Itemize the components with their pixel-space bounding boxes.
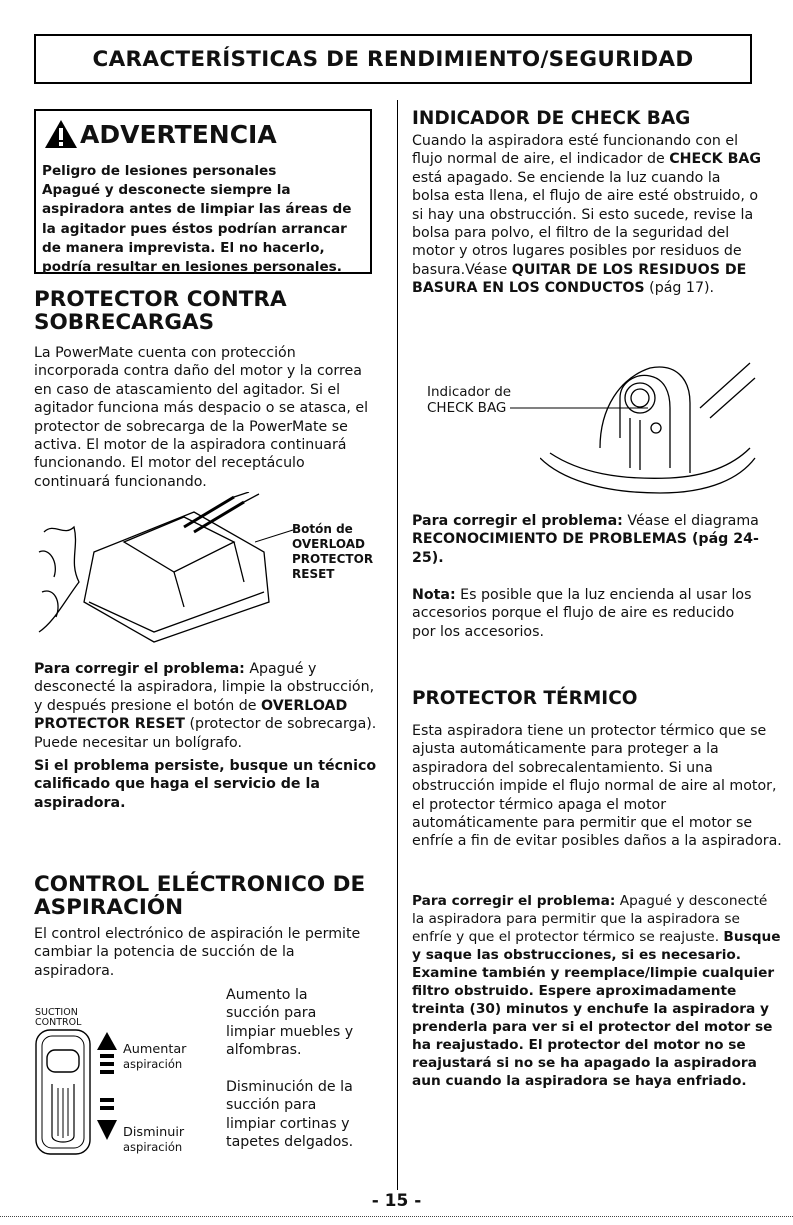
- checkbag-bold-2: QUITAR DE LOS RESIDUOS DE BASURA EN LOS CONDUCTOS: [412, 261, 747, 297]
- suction-body: El control electrónico de aspiración le permite cambiar la potencia de succión de la aspiradora.: [34, 926, 361, 979]
- decrease-desc-line: Disminución de la: [226, 1079, 353, 1095]
- overload-label-line: Botón de: [292, 522, 353, 536]
- decrease-desc-line: limpiar cortinas y: [226, 1115, 350, 1132]
- decrease-label-line: Disminuir: [123, 1125, 185, 1140]
- increase-label-line: aspiración: [123, 1057, 183, 1071]
- suction-control-icon: [34, 1028, 92, 1158]
- overload-figure-label: [292, 522, 373, 582]
- checkbag-heading: INDICADOR DE CHECK BAG: [412, 108, 691, 129]
- thermal-body: Esta aspiradora tiene un protector térmico que se ajusta automáticamente para proteger a la aspiradora del sobrecalentamiento. Si una obstrucción impide el flujo normal de aire al motor, el protector térmico apaga el motor automáticamente para permitir que el motor se enfríe a fin de evitar posibles daños a la aspiradora.: [412, 723, 782, 850]
- increase-desc-line: alfombras.: [226, 1042, 302, 1059]
- warning-body: Apagué y desconecte siempre la aspiradora antes de limpiar las áreas de la agitador pues éstos podrían arrancar de manera imprevista. El no hacerlo, podría resultar en lesiones personales.: [42, 182, 352, 276]
- checkbag-label-line: CHECK BAG: [427, 400, 507, 416]
- checkbag-fix-bold: RECONOCIMIENTO DE PROBLEMAS (pág 24-25).: [412, 531, 759, 566]
- overload-body: La PowerMate cuenta con protección incorporada contra daño del motor y la correa en caso de atascamiento del agitador. Si el agitador funciona más despacio o se atasca, el protector de sobrecarga de la PowerMate se activa. El motor de la aspiradora continuará funcionando. El motor del receptáculo continuará funcionando.: [34, 345, 369, 490]
- checkbag-fix: [412, 512, 762, 567]
- checkbag-text: Cuando la aspiradora esté funcionando con el flujo normal de aire, el indicador de: [412, 133, 739, 168]
- overload-fix-bold: OVERLOAD PROTECTOR RESET: [34, 697, 348, 733]
- warning-box: [34, 109, 372, 274]
- checkbag-label-line: Indicador de: [427, 384, 512, 400]
- checkbag-bold: CHECK BAG: [669, 151, 762, 168]
- overload-label-line: OVERLOAD: [292, 537, 365, 551]
- overload-section: [34, 288, 384, 491]
- checkbag-text-2: está apagado. Se enciende la luz cuando la bolsa esta llena, el flujo de aire esté obstruido, o si hay una obstrucción. Si esto sucede, revise la bolsa para polvo, el filtro de la seguridad del motor y otros lugares posibles por residuos de basura.Véase: [412, 169, 759, 278]
- checkbag-fix-lead: Para corregir el problema:: [412, 513, 623, 529]
- suction-control-label-line: CONTROL: [35, 1017, 82, 1028]
- checkbag-body: [412, 132, 762, 298]
- thermal-fix-text: Apagué y desconecté la aspiradora para permitir que la aspiradora se enfríe y que el protector térmico se reajuste.: [412, 893, 768, 945]
- overload-heading-2: SOBRECARGAS: [34, 310, 215, 335]
- checkbag-fix-text: Véase el diagrama: [622, 513, 759, 529]
- checkbag-leader-line: [510, 398, 650, 418]
- page-title: CARACTERÍSTICAS DE RENDIMIENTO/SEGURIDAD: [92, 46, 694, 72]
- warning-triangle-icon: [44, 119, 78, 149]
- thermal-fix-lead: Para corregir el problema:: [412, 893, 616, 909]
- overload-fix: [34, 660, 379, 752]
- decrease-desc-line: tapetes delgados.: [226, 1134, 354, 1151]
- increase-label-line: Aumentar: [123, 1042, 187, 1057]
- decrease-description: [226, 1078, 396, 1152]
- checkbag-note: [412, 586, 762, 641]
- decrease-label: [123, 1125, 184, 1155]
- decrease-desc-line: succión para: [226, 1097, 317, 1114]
- increase-desc-line: succión para: [226, 1005, 317, 1022]
- suction-control-label: [35, 1008, 81, 1028]
- suction-section: [34, 873, 384, 980]
- increase-desc-line: Aumento la: [226, 987, 308, 1003]
- checkbag-section: [412, 108, 762, 298]
- overload-fix-lead: Para corregir el problema:: [34, 661, 245, 677]
- increase-description: [226, 986, 396, 1060]
- overload-heading-1: PROTECTOR CONTRA: [34, 287, 287, 312]
- checkbag-illustration: [540, 358, 760, 498]
- thermal-section: [412, 688, 782, 851]
- overload-fix-text-2: (protector de sobrecarga). Puede necesitar un bolígrafo.: [34, 716, 377, 751]
- suction-arrows-icon: [96, 1030, 118, 1150]
- warning-text: [42, 162, 368, 277]
- checkbag-text-3: (pág 17).: [644, 280, 715, 297]
- increase-desc-line: limpiar muebles y: [226, 1023, 354, 1040]
- thermal-fix-bold: Busque y saque las obstrucciones, si es necesario. Examine también y reemplace/limpie cualquier filtro obstruido. Espere aproximadamente treinta (30) minutos y enchufe la aspiradora y prenderla para ver si el protector del motor se ha reajustado. El protector del motor no se reajustará si no se ha apagado la aspiradora aun cuando la aspiradora se haya enfriado.: [412, 929, 781, 1089]
- thermal-heading: PROTECTOR TÉRMICO: [412, 688, 638, 709]
- overload-label-line: RESET: [292, 567, 335, 581]
- column-divider: [397, 100, 398, 1190]
- checkbag-figure-label: [427, 384, 511, 416]
- suction-heading-1: CONTROL ELÉCTRONICO DE: [34, 872, 366, 897]
- page-number: - 15 -: [371, 1191, 422, 1211]
- page-header: [34, 34, 752, 84]
- bottom-rule: [0, 1216, 793, 1217]
- overload-persist: Si el problema persiste, busque un técnico calificado que haga el servicio de la aspiradora.: [34, 758, 377, 811]
- suction-heading-2: ASPIRACIÓN: [34, 895, 184, 920]
- decrease-label-line: aspiración: [123, 1140, 183, 1154]
- warning-title: ADVERTENCIA: [80, 119, 277, 149]
- suction-control-label-line: SUCTION: [35, 1007, 78, 1018]
- overload-label-line: PROTECTOR: [292, 552, 374, 566]
- warning-title-row: [44, 119, 277, 149]
- warning-line1: Peligro de lesiones personales: [42, 163, 277, 179]
- thermal-fix: [412, 892, 782, 1090]
- checkbag-note-text: Es posible que la luz encienda al usar los accesorios porque el flujo de aire es reducido por los accesorios.: [412, 587, 752, 640]
- checkbag-note-lead: Nota:: [412, 587, 456, 603]
- increase-label: [123, 1042, 186, 1072]
- overload-fix-text: Apagué y desconecté la aspiradora, limpie la obstrucción, y después presione el botón de: [34, 661, 375, 714]
- powermate-illustration: [34, 492, 284, 652]
- overload-leader-line: [255, 528, 295, 548]
